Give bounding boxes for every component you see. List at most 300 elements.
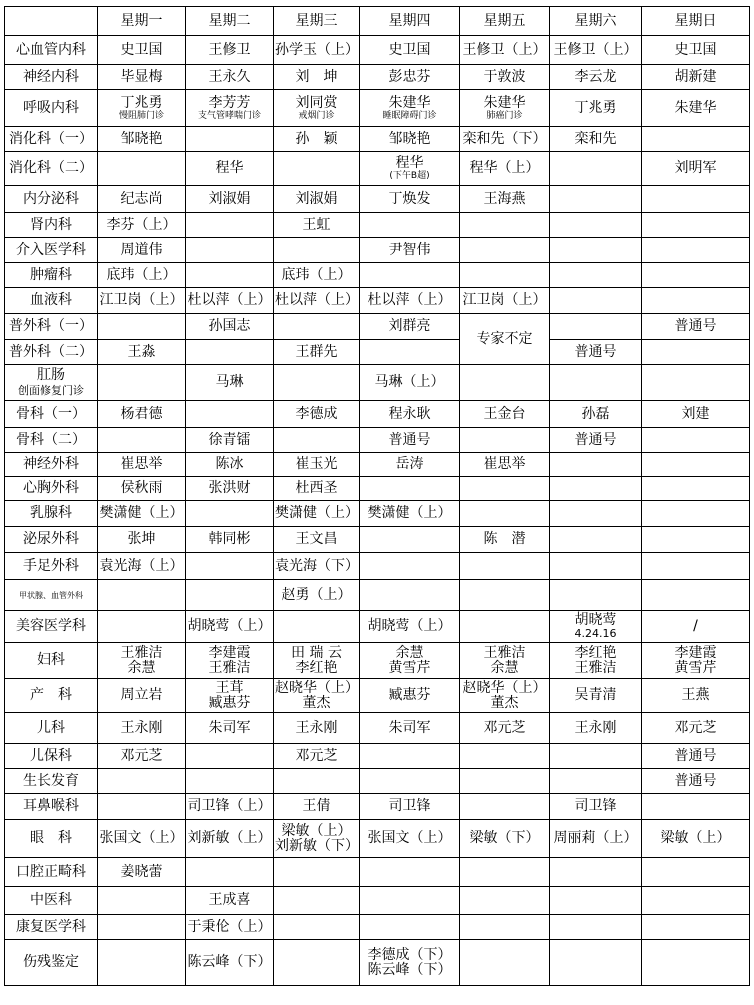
dept-label: 普外科（二） <box>9 343 93 360</box>
schedule-cell <box>274 501 360 527</box>
doctor-name: 普通号 <box>574 431 617 448</box>
doctor-name: 张国文（上） <box>99 830 184 846</box>
doctor-name: 孙国志 <box>208 318 251 334</box>
doctor-name: 司卫锋（上） <box>187 798 272 814</box>
doctor-name: 赵晓华（上） <box>275 679 359 696</box>
doctor-note: 刘新敏（下） <box>275 837 359 854</box>
schedule-cell <box>98 263 186 288</box>
schedule-cell <box>550 65 642 90</box>
schedule-cell <box>642 186 750 213</box>
doctor-note: 董杰 <box>302 694 331 711</box>
doctor-name: 周立岩 <box>120 687 163 703</box>
table-row <box>5 643 750 679</box>
schedule-cell <box>186 263 274 288</box>
schedule-cell <box>550 527 642 553</box>
doctor-name: 程华 <box>395 155 424 171</box>
schedule-cell <box>186 679 274 713</box>
table-row <box>5 744 750 769</box>
schedule-cell <box>460 794 550 820</box>
schedule-cell <box>460 127 550 152</box>
schedule-cell <box>274 65 360 90</box>
schedule-cell <box>98 365 186 401</box>
doctor-name: 江卫岗（上） <box>462 292 547 308</box>
schedule-cell <box>642 713 750 744</box>
schedule-cell <box>98 152 186 186</box>
dept-label: 心血管内科 <box>16 41 86 58</box>
schedule-cell <box>360 580 460 611</box>
schedule-cell <box>186 553 274 580</box>
dept-label: 消化科（二） <box>9 160 93 176</box>
header-row <box>5 7 750 36</box>
schedule-cell <box>360 744 460 769</box>
dept-cell <box>5 186 98 213</box>
doctor-name: 王倩 <box>302 798 331 814</box>
dept-label: 眼 科 <box>30 830 72 846</box>
schedule-cell <box>98 314 186 340</box>
doctor-name: 王虹 <box>302 216 331 233</box>
schedule-cell <box>360 453 460 477</box>
schedule-cell <box>642 65 750 90</box>
dept-cell <box>5 915 98 940</box>
doctor-name: 李建霞 <box>208 644 251 661</box>
schedule-cell <box>360 340 460 365</box>
doctor-name: 刘同赏 <box>295 94 338 111</box>
dept-label: 普外科（一） <box>9 318 93 334</box>
schedule-cell <box>550 263 642 288</box>
schedule-cell <box>274 340 360 365</box>
schedule-cell <box>550 769 642 794</box>
table-row <box>5 915 750 940</box>
schedule-cell <box>98 940 186 986</box>
schedule-cell <box>186 611 274 643</box>
doctor-name: 余慧 <box>395 644 424 661</box>
schedule-cell <box>360 794 460 820</box>
schedule-cell <box>98 288 186 314</box>
doctor-note: 王雅洁 <box>208 659 251 676</box>
schedule-cell <box>642 769 750 794</box>
schedule-cell <box>360 611 460 643</box>
dept-label: 介入医学科 <box>16 241 86 258</box>
doctor-name: 袁光海（上） <box>99 557 184 574</box>
dept-label: 神经内科 <box>23 68 79 85</box>
schedule-cell <box>460 238 550 263</box>
table-row <box>5 527 750 553</box>
doctor-name: 王修卫（上） <box>553 41 638 58</box>
doctor-name: 徐青镭 <box>208 431 251 448</box>
doctor-name: 司卫锋 <box>388 798 431 814</box>
table-row <box>5 36 750 65</box>
schedule-cell <box>274 428 360 453</box>
doctor-name: 尹智伟 <box>388 241 431 258</box>
schedule-cell <box>642 340 750 365</box>
dept-label: 儿保科 <box>30 747 72 764</box>
schedule-cell <box>460 887 550 915</box>
table-row <box>5 940 750 986</box>
table-row <box>5 713 750 744</box>
schedule-cell <box>360 769 460 794</box>
dept-cell <box>5 713 98 744</box>
table-row <box>5 65 750 90</box>
doctor-name: 李红艳 <box>574 644 617 661</box>
schedule-cell <box>360 428 460 453</box>
dept-label: 耳鼻喉科 <box>23 798 79 814</box>
schedule-cell <box>642 36 750 65</box>
schedule-cell <box>460 477 550 501</box>
doctor-name: 王雅洁 <box>120 644 163 661</box>
doctor-name: 李芳芳 <box>208 94 251 111</box>
schedule-cell <box>186 127 274 152</box>
dept-label: 呼吸内科 <box>23 99 79 116</box>
schedule-cell <box>360 477 460 501</box>
doctor-name: 杜西圣 <box>295 480 338 496</box>
doctor-name: 刘淑娟 <box>295 190 338 207</box>
doctor-name: 袁光海（下） <box>275 557 359 574</box>
schedule-cell <box>186 314 274 340</box>
doctor-name: 于秉伦（上） <box>187 918 272 935</box>
doctor-name: 王成喜 <box>208 892 251 908</box>
doctor-note: 陈云峰（下） <box>367 961 452 978</box>
schedule-cell <box>186 288 274 314</box>
schedule-cell <box>642 453 750 477</box>
doctor-name: 张洪财 <box>208 480 251 496</box>
table-row <box>5 477 750 501</box>
doctor-name: 姜晓蕾 <box>120 863 163 880</box>
schedule-cell <box>98 794 186 820</box>
dept-cell <box>5 794 98 820</box>
schedule-cell <box>98 401 186 428</box>
schedule-cell <box>460 213 550 238</box>
schedule-cell <box>460 527 550 553</box>
doctor-name: 普通号 <box>674 747 717 764</box>
doctor-name: 李芬（上） <box>106 216 177 233</box>
schedule-cell <box>360 527 460 553</box>
schedule-cell <box>460 428 550 453</box>
schedule-cell <box>274 858 360 887</box>
schedule-cell <box>98 501 186 527</box>
schedule-cell <box>642 679 750 713</box>
dept-cell <box>5 940 98 986</box>
doctor-name: 邹晓艳 <box>120 130 163 147</box>
schedule-cell <box>460 314 550 365</box>
schedule-cell <box>360 501 460 527</box>
dept-cell <box>5 238 98 263</box>
dept-label: 口腔正畸科 <box>16 863 86 880</box>
doctor-name: 丁兆勇 <box>120 94 163 111</box>
schedule-cell <box>98 340 186 365</box>
dept-label: 肛肠 <box>37 366 65 383</box>
doctor-name: 樊潇健（上） <box>275 505 359 521</box>
schedule-cell <box>360 887 460 915</box>
schedule-cell <box>642 288 750 314</box>
schedule-cell <box>98 453 186 477</box>
schedule-cell <box>460 713 550 744</box>
doctor-name: 胡新建 <box>674 68 717 85</box>
schedule-cell <box>186 769 274 794</box>
doctor-name: 栾和先 <box>574 130 617 147</box>
doctor-name: 王金台 <box>483 405 526 422</box>
dept-cell <box>5 127 98 152</box>
schedule-cell <box>642 90 750 127</box>
doctor-name: 普通号 <box>674 318 717 334</box>
header-day: 星期一 <box>98 7 186 36</box>
dept-label: 骨科（二） <box>16 431 86 448</box>
schedule-cell <box>274 820 360 858</box>
doctor-name: 司卫锋 <box>574 798 617 814</box>
dept-label: 儿科 <box>37 719 65 736</box>
schedule-cell <box>274 36 360 65</box>
schedule-cell <box>98 643 186 679</box>
doctor-name: 普通号 <box>674 772 717 789</box>
doctor-name: 赵勇（上） <box>281 586 352 603</box>
schedule-cell <box>274 238 360 263</box>
table-row <box>5 820 750 858</box>
table-row <box>5 263 750 288</box>
schedule-cell <box>274 580 360 611</box>
schedule-cell <box>642 553 750 580</box>
table-row <box>5 769 750 794</box>
schedule-cell <box>98 769 186 794</box>
doctor-name: 王永久 <box>208 68 251 85</box>
schedule-cell <box>642 744 750 769</box>
doctor-name: 刘群亮 <box>388 318 431 334</box>
doctor-name: 栾和先（下） <box>462 130 547 147</box>
doctor-name: 孙磊 <box>581 405 610 422</box>
schedule-cell <box>550 887 642 915</box>
schedule-cell <box>98 428 186 453</box>
header-day: 星期三 <box>274 7 360 36</box>
doctor-name: 陈 潜 <box>483 531 526 547</box>
schedule-cell <box>642 263 750 288</box>
schedule-cell <box>274 744 360 769</box>
schedule-cell <box>98 858 186 887</box>
schedule-cell <box>274 401 360 428</box>
schedule-cell <box>98 36 186 65</box>
schedule-cell <box>642 858 750 887</box>
doctor-name: 孙 颖 <box>295 130 338 147</box>
schedule-cell <box>550 477 642 501</box>
doctor-name: 陈云峰（下） <box>187 954 272 970</box>
schedule-cell <box>98 238 186 263</box>
doctor-note: (下午B超) <box>389 171 430 181</box>
dept-cell <box>5 65 98 90</box>
dept-label: 神经外科 <box>23 456 79 472</box>
schedule-cell <box>186 820 274 858</box>
schedule-cell <box>550 940 642 986</box>
schedule-cell <box>642 580 750 611</box>
dept-label: 肿瘤科 <box>30 266 72 283</box>
dept-cell <box>5 527 98 553</box>
schedule-cell <box>274 611 360 643</box>
schedule-cell <box>186 501 274 527</box>
dept-cell <box>5 580 98 611</box>
dept-label: 甲状腺、血管外科 <box>19 590 83 600</box>
schedule-cell <box>186 887 274 915</box>
doctor-note: 臧惠芬 <box>208 694 251 711</box>
schedule-cell <box>186 365 274 401</box>
doctor-name: 朱司军 <box>388 719 431 736</box>
schedule-cell <box>98 477 186 501</box>
dept-label: 生长发育 <box>23 772 79 789</box>
schedule-cell <box>274 213 360 238</box>
schedule-cell <box>360 36 460 65</box>
doctor-name: 李建霞 <box>674 644 717 661</box>
dept-cell <box>5 501 98 527</box>
schedule-cell <box>274 769 360 794</box>
schedule-cell <box>642 611 750 643</box>
schedule-cell <box>360 263 460 288</box>
schedule-cell <box>460 553 550 580</box>
schedule-cell <box>550 127 642 152</box>
doctor-name: 丁兆勇 <box>574 99 617 116</box>
doctor-name: 周道伟 <box>120 241 163 258</box>
schedule-cell <box>186 915 274 940</box>
schedule-cell <box>186 858 274 887</box>
schedule-cell <box>360 713 460 744</box>
doctor-name: 梁敏（下） <box>469 830 540 846</box>
schedule-cell <box>460 90 550 127</box>
schedule-cell <box>642 794 750 820</box>
schedule-cell <box>460 152 550 186</box>
schedule-cell <box>274 713 360 744</box>
schedule-cell <box>550 611 642 643</box>
doctor-name: 程华（上） <box>469 160 540 176</box>
table-row <box>5 127 750 152</box>
table-row <box>5 365 750 401</box>
schedule-cell <box>186 340 274 365</box>
doctor-note: 李红艳 <box>295 659 338 676</box>
doctor-name: 邓元芝 <box>120 747 163 764</box>
schedule-cell <box>186 186 274 213</box>
schedule-cell <box>98 65 186 90</box>
schedule-cell <box>274 794 360 820</box>
schedule-cell <box>360 401 460 428</box>
schedule-cell <box>274 453 360 477</box>
schedule-cell <box>360 365 460 401</box>
doctor-name: 张国文（上） <box>367 830 452 846</box>
doctor-name: 刘 坤 <box>295 68 338 85</box>
schedule-cell <box>550 186 642 213</box>
doctor-name: 纪志尚 <box>120 190 163 207</box>
schedule-cell <box>274 915 360 940</box>
dept-cell <box>5 858 98 887</box>
schedule-cell <box>642 127 750 152</box>
doctor-name: 江卫岗（上） <box>99 292 184 308</box>
doctor-name: 周丽莉（上） <box>553 830 638 846</box>
schedule-cell <box>274 152 360 186</box>
dept-label: 内分泌科 <box>23 190 79 207</box>
table-row <box>5 314 750 340</box>
schedule-cell <box>550 213 642 238</box>
doctor-name: 于敦波 <box>483 68 526 85</box>
doctor-name: 韩同彬 <box>208 531 251 547</box>
doctor-name: 邓元芝 <box>674 719 717 736</box>
schedule-cell <box>186 238 274 263</box>
schedule-cell <box>460 580 550 611</box>
schedule-cell <box>460 186 550 213</box>
dept-label: 美容医学科 <box>16 618 86 634</box>
schedule-cell <box>274 288 360 314</box>
schedule-cell <box>550 152 642 186</box>
doctor-name: 刘新敏（上） <box>187 830 272 846</box>
schedule-cell <box>550 643 642 679</box>
schedule-cell <box>98 213 186 238</box>
doctor-name: 杨君德 <box>120 405 163 422</box>
doctor-name: 梁敏（上） <box>660 830 731 846</box>
schedule-cell <box>186 36 274 65</box>
header-corner <box>5 7 98 36</box>
dept-label: 妇科 <box>37 652 65 668</box>
schedule-cell <box>98 90 186 127</box>
schedule-cell <box>98 611 186 643</box>
table-row <box>5 90 750 127</box>
schedule-cell <box>186 477 274 501</box>
doctor-name: 杜以萍（上） <box>275 292 359 308</box>
doctor-name: 普通号 <box>574 343 617 360</box>
doctor-name: / <box>693 618 698 634</box>
schedule-cell <box>360 553 460 580</box>
doctor-name: 侯秋雨 <box>120 480 163 496</box>
schedule-cell <box>642 501 750 527</box>
schedule-cell <box>460 744 550 769</box>
schedule-cell <box>186 643 274 679</box>
schedule-cell <box>360 127 460 152</box>
doctor-note: 余慧 <box>490 659 519 676</box>
doctor-name: 陈冰 <box>215 456 244 472</box>
table-row <box>5 679 750 713</box>
schedule-cell <box>360 288 460 314</box>
dept-cell <box>5 152 98 186</box>
schedule-body <box>5 36 750 986</box>
doctor-name: 赵晓华（上） <box>462 679 547 696</box>
schedule-cell <box>186 401 274 428</box>
schedule-cell <box>460 453 550 477</box>
doctor-note: 黄雪芹 <box>388 659 431 676</box>
schedule-cell <box>642 915 750 940</box>
doctor-name: 李云龙 <box>574 68 617 85</box>
schedule-cell <box>550 428 642 453</box>
doctor-name: 樊潇健（上） <box>99 505 184 521</box>
schedule-cell <box>550 915 642 940</box>
schedule-cell <box>460 940 550 986</box>
dept-label: 泌尿外科 <box>23 531 79 547</box>
doctor-name: 邓元芝 <box>295 747 338 764</box>
schedule-cell <box>360 65 460 90</box>
dept-label: 康复医学科 <box>16 918 86 935</box>
doctor-name: 马琳 <box>215 374 244 390</box>
schedule-cell <box>550 501 642 527</box>
schedule-cell <box>98 713 186 744</box>
dept-label: 乳腺科 <box>30 505 72 521</box>
schedule-cell <box>550 580 642 611</box>
schedule-cell <box>550 858 642 887</box>
doctor-name: 崔思举 <box>120 456 163 472</box>
dept-cell <box>5 553 98 580</box>
doctor-name: 臧惠芬 <box>388 687 431 703</box>
schedule-cell <box>98 580 186 611</box>
dept-label: 骨科（一） <box>16 405 86 422</box>
doctor-note: 肺癌门诊 <box>486 110 523 121</box>
table-row <box>5 401 750 428</box>
doctor-name: 张坤 <box>127 531 156 547</box>
schedule-table <box>4 6 750 986</box>
doctor-name: 崔玉光 <box>295 456 338 472</box>
doctor-name: 史卫国 <box>388 41 431 58</box>
schedule-cell <box>460 915 550 940</box>
schedule-cell <box>274 553 360 580</box>
schedule-cell <box>460 36 550 65</box>
doctor-name: 程永耿 <box>388 405 431 422</box>
doctor-name: 孙学玉（上） <box>275 41 359 58</box>
